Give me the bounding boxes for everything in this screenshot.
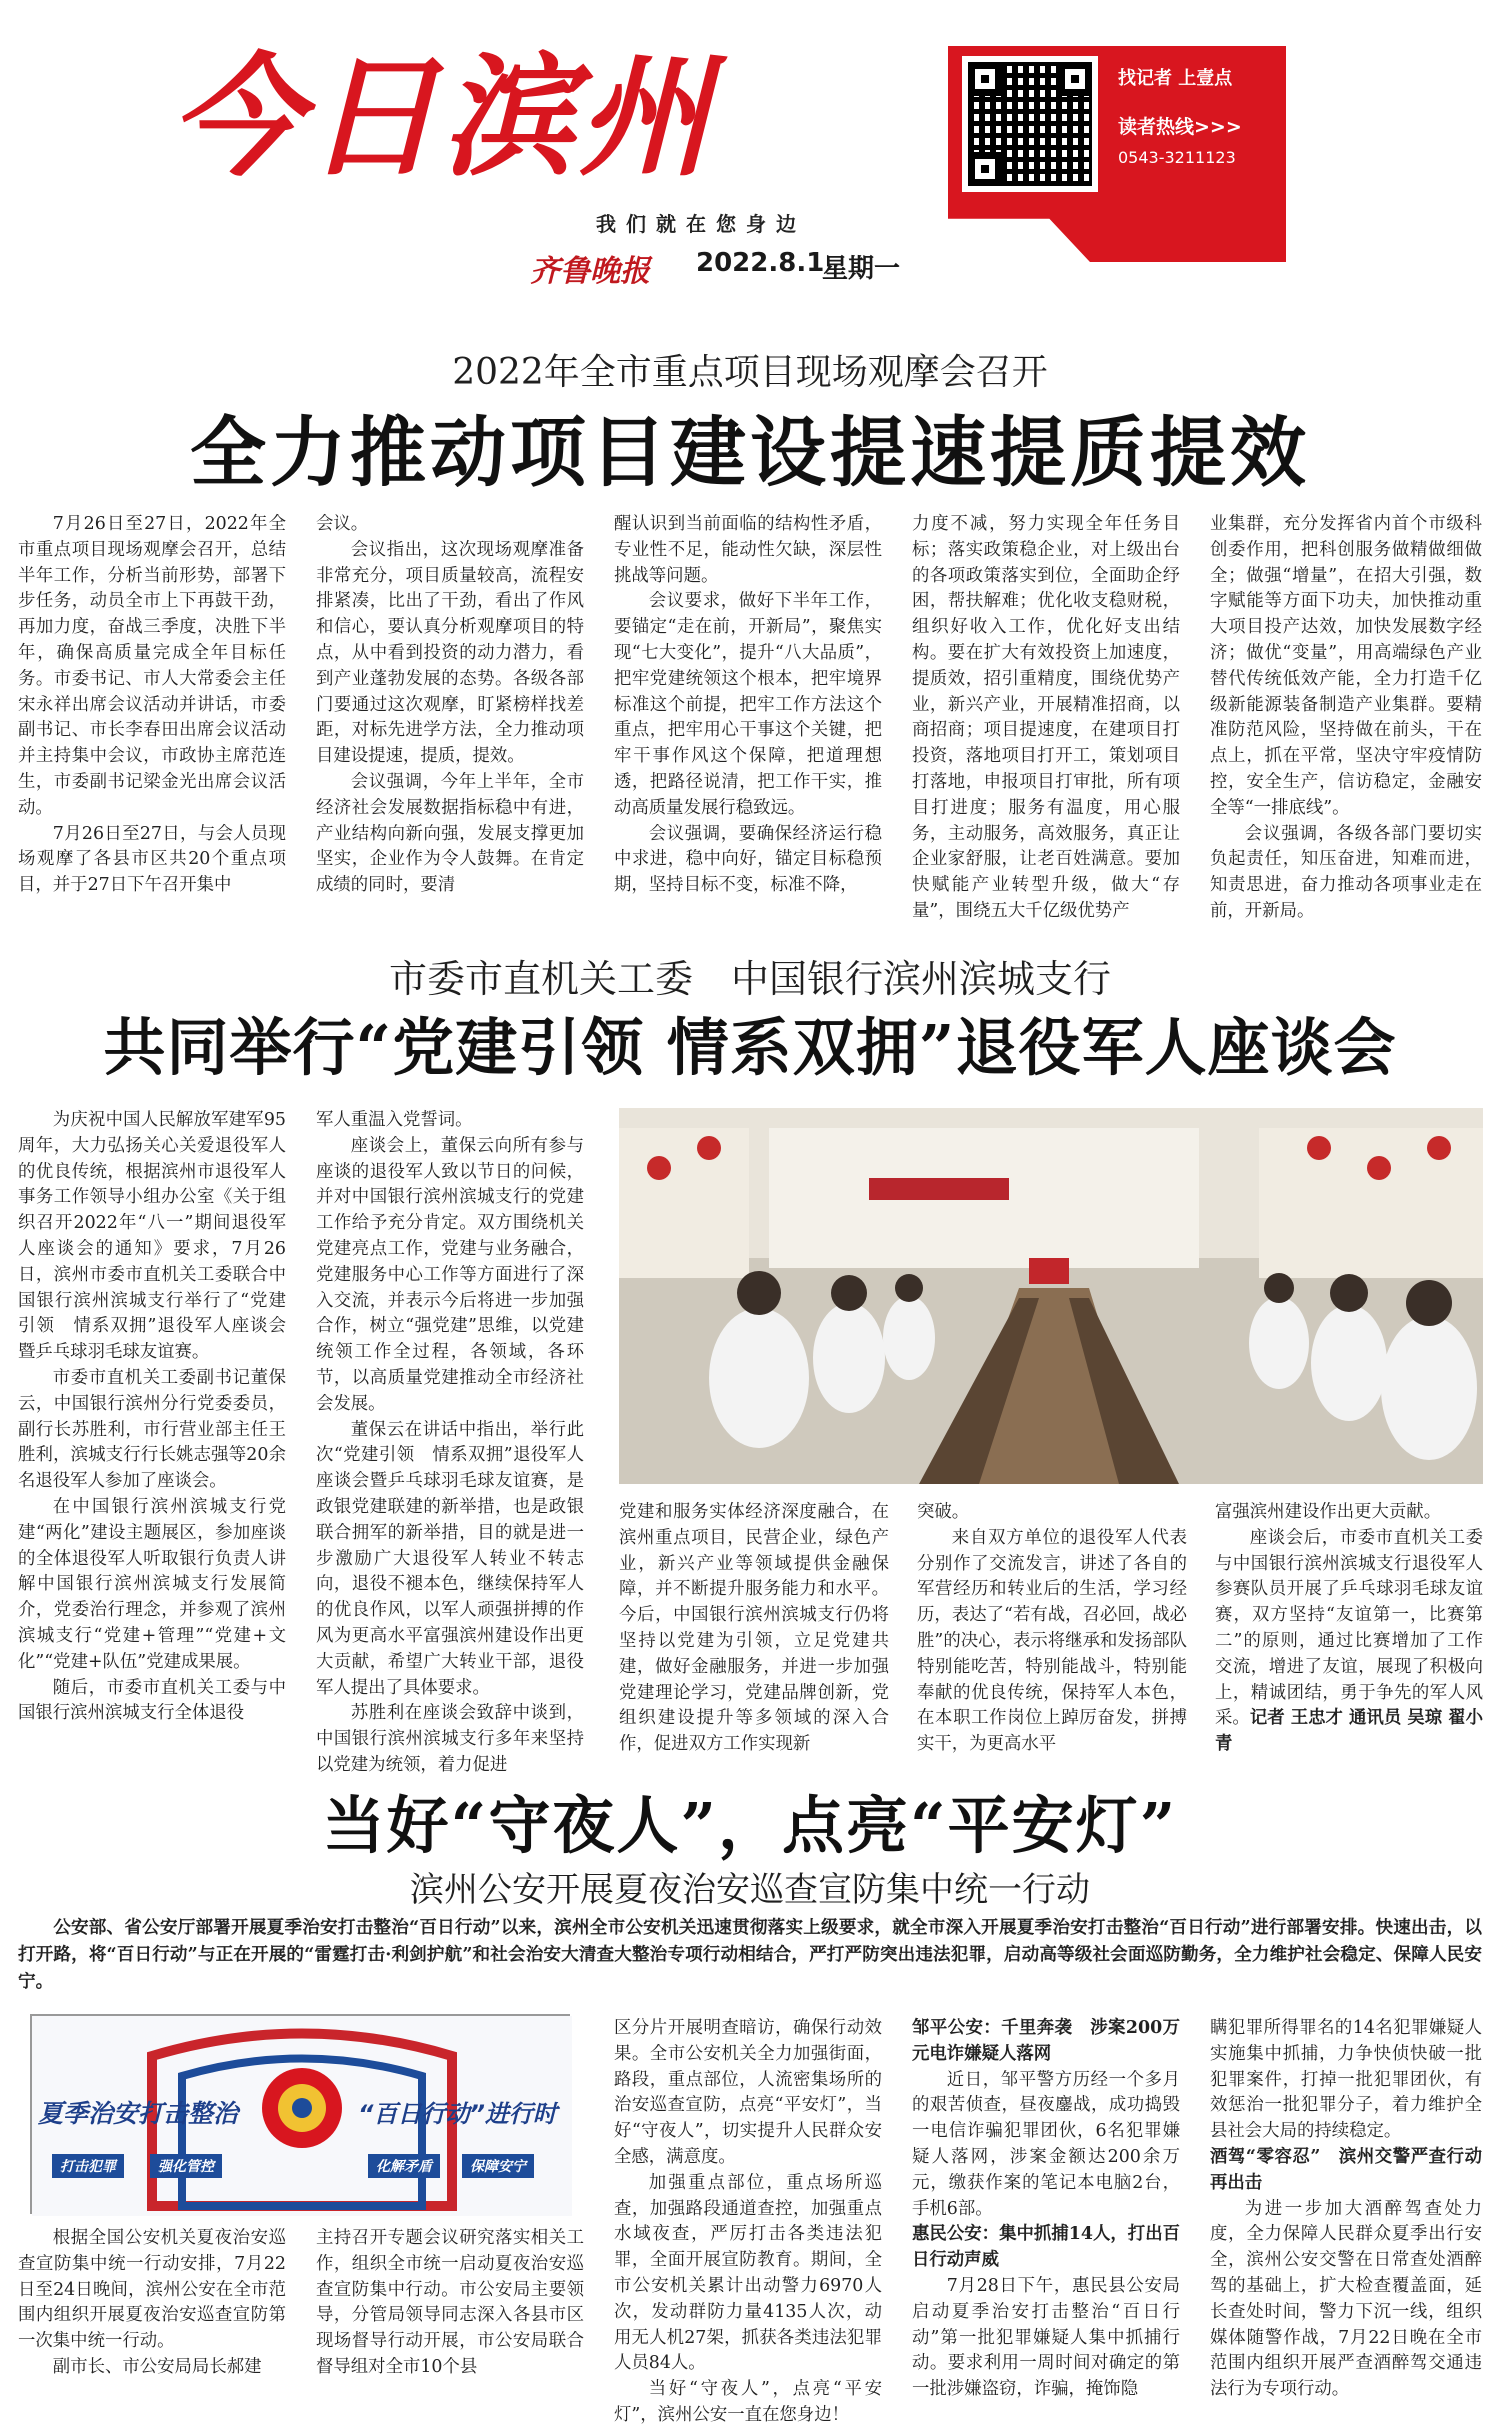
campaign-banner — [30, 2014, 570, 2214]
paragraph: 会议强调，今年上半年，全市经济社会发展数据指标稳中有进，产业结构向新向强，发展支撑更加坚实，企业作为令人鼓舞。在肯定成绩的同时，要清 — [316, 771, 584, 896]
section-subhead: 邹平公安：千里奔袭 涉案200万元电诈嫌疑人落网 — [912, 2018, 1180, 2064]
hotline-label: 读者热线>>> — [1118, 116, 1242, 138]
paragraph: 座谈会上，董保云向所有参与座谈的退役军人致以节日的问候，并对中国银行滨州滨城支行的党建工作给予充分肯定。双方围绕机关党建亮点工作，党建与业务融合，党建服务中心工作等方面进行了深入交流，并表示今后将进一步加强合作，树立“强党建”思维，以党建统领工作全过程，各领域，各环节，以高质量党建推动全市经济社会发展。 — [316, 1135, 584, 1414]
story1-column-4 — [912, 512, 1180, 921]
banner-tag: 强化管控 — [150, 2154, 222, 2178]
story1-column-3 — [614, 512, 882, 896]
meeting-photo — [619, 1108, 1483, 1484]
paragraph: 会议强调，各级各部门要切实负起责任，知压奋进，知难而进，知责思进，奋力推动各项事业走在前，开新局。 — [1210, 823, 1482, 921]
story1-kicker: 2022年全市重点项目现场观摩会召开 — [452, 352, 1048, 393]
story3-headline: 当好“守夜人”，点亮“平安灯” — [322, 1789, 1178, 1862]
paragraph: 根据全国公安机关夏夜治安巡查宣防集中统一行动安排，7月22日至24日晚间，滨州公安在全市范围内组织开展夏夜治安巡查宣防第一次集中统一行动。 — [18, 2228, 286, 2352]
paragraph: 区分片开展明查暗访，确保行动效果。全市公安机关全力加强街面，路段，重点部位，人流密集场所的治安巡查宣防，点亮“平安灯”，当好“守夜人”，切实提升人民群众安全感，满意度。 — [614, 2018, 882, 2167]
story3-subtitle: 滨州公安开展夏夜治安巡查宣防集中统一行动 — [410, 1870, 1090, 1910]
paragraph: 会议指出，这次现场观摩准备非常充分，项目质量较高，流程安排紧凑，比出了干劲，看出了作风和信心，要认真分析观摩项目的特点，从中看到投资的动力潜力，看到产业蓬勃发展的态势。各级各部门要通过这次观摩，盯紧榜样找差距，对标先进学方法，全力推动项目建设提速，提质，提效。 — [316, 539, 584, 767]
section-subhead: 惠民公安：集中抓捕14人，打出百日行动声威 — [912, 2224, 1180, 2271]
qr-finder — [1058, 62, 1092, 96]
story2-column-3 — [619, 1500, 889, 1790]
byline: 记者 王忠才 通讯员 吴琼 翟小青 — [1215, 1708, 1483, 1755]
story2-column-5 — [1215, 1500, 1483, 1790]
paragraph: 副市长、市公安局局长郝建 — [52, 2356, 262, 2377]
story1-column-1 — [18, 512, 286, 896]
paragraph: 近日，邹平警方历经一个多月的艰苦侦查，昼夜鏖战，成功捣毁一电信诈骗犯罪团伙，6名犯罪嫌疑人落网，涉案金额达200余万元，缴获作案的笔记本电脑2台，手机6部。 — [912, 2069, 1180, 2219]
paragraph: 7月28日下午，惠民县公安局启动夏季治安打击整治“百日行动”第一批犯罪嫌疑人集中抓捕行动。要求利用一周时间对确定的第一批涉嫌盗窃，诈骗，掩饰隐 — [912, 2275, 1180, 2400]
qr-finder — [968, 62, 1002, 96]
paragraph: 为进一步加大酒醉驾查处力度，全力保障人民群众夏季出行安全，滨州公安交警在日常查处酒醉驾的基础上，扩大检查覆盖面，延长查处时间，警力下沉一线，组织媒体随警作战，7月22日晚在全市范围内组织开展严查酒醉驾交通违法行为专项行动。 — [1210, 2198, 1482, 2400]
story3-column-1 — [18, 2226, 286, 2406]
banner-tag: 打击犯罪 — [52, 2154, 124, 2178]
story1-column-5 — [1210, 512, 1482, 921]
paragraph: 会议强调，要确保经济运行稳中求进，稳中向好，锚定目标稳预期，坚持目标不变，标准不降， — [614, 823, 882, 896]
qr-code[interactable] — [962, 56, 1098, 192]
paragraph: 座谈会后，市委市直机关工委与中国银行滨州滨城支行退役军人参赛队员开展了乒乓球羽毛球友谊赛，双方坚持“友谊第一，比赛第二”的原则，通过比赛增加了工作交流，增进了友谊，展现了积极向上，精诚团结，勇于争先的军人风采。记者 王忠才 通讯员 吴琼 翟小青 — [1215, 1527, 1483, 1755]
paragraph: 会议要求，做好下半年工作，要锚定“走在前，开新局”，聚焦实现“七大变化”，提升“八大品质”，把牢党建统领这个根本，把牢境界标准这个前提，把牢工作方法这个重点，把牢用心干事这个关键，把牢干事作风这个保障，把道理想透，把路径说清，把工作干实，推动高质量发展行稳致远。 — [614, 591, 882, 818]
qr-pattern — [968, 62, 1092, 186]
paragraph: 加强重点部位，重点场所巡查，加强路段通道查控，加强重点水域夜查，严厉打击各类违法犯罪，全面开展宣防教育。期间，全市公安机关累计出动警力6970人次，发动群防力量4135人次，动用无人机27架，抓获各类违法犯罪人员84人。 — [614, 2172, 882, 2374]
story2-column-1 — [18, 1108, 286, 1798]
paragraph: 当好“守夜人”，点亮“平安灯”，滨州公安一直在您身边！ — [614, 2379, 882, 2425]
hotline-number[interactable]: 0543-3211123 — [1118, 148, 1236, 167]
qr-finder — [968, 152, 1002, 186]
masthead-slogan: 我们就在您身边 — [596, 212, 806, 236]
paragraph: 董保云在讲话中指出，举行此次“党建引领 情系双拥”退役军人座谈会暨乒乓球羽毛球友谊赛，是政银党建联建的新举措，也是政银联合拥军的新举措，目的就是进一步激励广大退役军人转业不转志向，退役不褪本色，继续保持军人的优良作风，以军人顽强拼搏的作风为更高水平富强滨州建设作出更大贡献，希望广大转业干部，退役军人提出了具体要求。 — [316, 1419, 584, 1698]
paragraph: 7月26日至27日，2022年全市重点项目现场观摩会召开，总结半年工作，分析当前形势，部署下步任务，动员全市上下再鼓干劲，再加力度，奋战三季度，决胜下半年，确保高质量完成全年目标任务。市委书记、市人大常委会主任宋永祥出席会议活动并讲话，市委副书记、市长李春田出席会议活动并主持集中会议，市政协主席范连生，市委副书记梁金光出席会议活动。 — [18, 514, 286, 818]
paragraph: 为庆祝中国人民解放军建军95周年，大力弘扬关心关爱退役军人的优良传统，根据滨州市退役军人事务工作领导小组办公室《关于组织召开2022年“八一”期间退役军人座谈会的通知》要求，7月26日，滨州市委市直机关工委联合中国银行滨州滨城支行举行了“党建引领 情系双拥”退役军人座谈会暨乒乓球羽毛球友谊赛。 — [18, 1110, 286, 1363]
issue-date: 2022.8.1 — [696, 248, 825, 278]
paragraph: 突破。 — [917, 1502, 970, 1522]
paper-name: 齐鲁晚报 — [530, 254, 650, 289]
banner-tag: 保障安宁 — [462, 2154, 534, 2178]
story2-kicker: 市委市直机关工委 中国银行滨州滨城支行 — [388, 957, 1111, 1001]
masthead-title: 今日滨州 — [170, 41, 714, 195]
paragraph: 瞒犯罪所得罪名的14名犯罪嫌疑人实施集中抓捕，力争快侦快破一批犯罪案件，打掉一批犯罪团伙，有效惩治一批犯罪分子，着力维护全县社会大局的持续稳定。 — [1210, 2018, 1482, 2142]
paragraph: 主持召开专题会议研究落实相关工作，组织全市统一启动夏夜治安巡查宣防集中行动。市公安局主要领导，分管局领导同志深入各县市区现场督导行动开展，市公安局联合督导组对全市10个县 — [316, 2228, 584, 2377]
paragraph: 军人重温入党誓词。 — [316, 1110, 473, 1130]
story3-column-5 — [1210, 2016, 1482, 2406]
paragraph: 醒认识到当前面临的结构性矛盾，专业性不足，能动性欠缺，深层性挑战等问题。 — [614, 514, 882, 586]
paragraph: 会议。 — [316, 514, 369, 534]
story3-column-2 — [316, 2226, 584, 2406]
paragraph: 在中国银行滨州滨城支行党建“两化”建设主题展区，参加座谈的全体退役军人听取银行负责人讲解中国银行滨州滨城支行发展简介，党委治行理念，并参观了滨州滨城支行“党建+管理”“党建+文化”“党建+队伍”党建成果展。 — [18, 1496, 286, 1672]
story2-headline: 共同举行“党建引领 情系双拥”退役军人座谈会 — [103, 1011, 1397, 1084]
paragraph: 业集群，充分发挥省内首个市级科创委作用，把科创服务做精做细做全；做强“增量”，在招大引强，数字赋能等方面下功夫，加快推动重大项目投产达效，加快发展数字经济；做优“变量”，用高端绿色产业替代传统低效产能，全力打造千亿级新能源装备制造产业集群。要精准防范风险，坚持做在前头，干在点上，抓在平常，坚决守牢疫情防控，安全生产，信访稳定，金融安全等“一排底线”。 — [1210, 514, 1482, 818]
meeting-photo-illustration — [619, 1108, 1483, 1484]
banner-right-text: “百日行动”进行时 — [358, 2100, 557, 2128]
paragraph: 市委市直机关工委副书记董保云，中国银行滨州分行党委委员，副行长苏胜利，市行营业部主任王胜利，滨城支行行长姚志强等20余名退役军人参加了座谈会。 — [18, 1367, 286, 1492]
story2-column-4 — [917, 1500, 1187, 1790]
paragraph: 苏胜利在座谈会致辞中谈到，中国银行滨州滨城支行多年来坚持以党建为统领，着力促进 — [316, 1703, 584, 1775]
story1-column-2 — [316, 512, 584, 896]
paragraph: 富强滨州建设作出更大贡献。 — [1215, 1502, 1442, 1522]
banner-left-text: 夏季治安打击整治 — [38, 2099, 239, 2128]
story3-column-4 — [912, 2016, 1180, 2406]
paragraph: 随后，市委市直机关工委与中国银行滨州滨城支行全体退役 — [18, 1677, 286, 1724]
paragraph: 7月26日至27日，与会人员现场观摩了各县市区共20个重点项目，并于27日下午召开集中 — [18, 823, 286, 896]
paragraph: 力度不减，努力实现全年任务目标；落实政策稳企业，对上级出台的各项政策落实到位，全面助企纾困，帮扶解难；优化收支稳财税，组织好收入工作，优化好支出结构。要在扩大有效投资上加速度，提质效，招引重精度，围绕优势产业，新兴产业，开展精准招商，以商招商；项目提速度，在建项目打投资，落地项目打开工，策划项目打落地，申报项目打审批，所有项目打进度；服务有温度，用心服务，主动服务，高效服务，真正让企业家舒服，让老百姓满意。要加快赋能产业转型升级，做大“存量”，围绕五大千亿级优势产 — [912, 514, 1180, 921]
lead-paragraph: 公安部、省公安厅部署开展夏季治安打击整治“百日行动”以来，滨州全市公安机关迅速贯彻落实上级要求，就全市深入开展夏季治安打击整治“百日行动”进行部署安排。快速出击，以打开路，将“百日行动”与正在开展的“雷霆打击·利剑护航”和社会治安大清查大整治专项行动相结合，严打严防突出违法犯罪，启动高等级社会面巡防勤务，全力维护社会稳定、保障人民安宁。 — [18, 1917, 1482, 1992]
story3-column-3 — [614, 2016, 882, 2425]
paragraph: 党建和服务实体经济深度融合，在滨州重点项目，民营企业，绿色产业，新兴产业等领域提供金融保障，并不断提升服务能力和水平。今后，中国银行滨州滨城支行仍将坚持以党建为引领，立足党建共建，做好金融服务，并进一步加强党建理论学习，党建品牌创新，党组织建设提升等多领域的深入合作，促进双方工作实现新 — [619, 1502, 889, 1755]
story1-headline: 全力推动项目建设提速提质提效 — [190, 408, 1310, 497]
issue-weekday: 星期一 — [822, 254, 901, 284]
reporter-label: 找记者 上壹点 — [1118, 68, 1233, 89]
story2-column-2 — [316, 1108, 584, 1798]
banner-tag: 化解矛盾 — [368, 2154, 440, 2178]
paragraph: 来自双方单位的退役军人代表分别作了交流发言，讲述了各自的军营经历和转业后的生活，学习经历，表达了“若有战，召必回，战必胜”的决心，表示将继承和发扬部队特别能吃苦，特别能战斗，特别能奉献的优良传统，保持军人本色，在本职工作岗位上踔厉奋发，拼搏实干，为更高水平 — [917, 1527, 1187, 1755]
section-subhead: 酒驾“零容忍” 滨州交警严查行动再出击 — [1210, 2146, 1482, 2193]
story3-lead — [18, 1914, 1482, 1998]
